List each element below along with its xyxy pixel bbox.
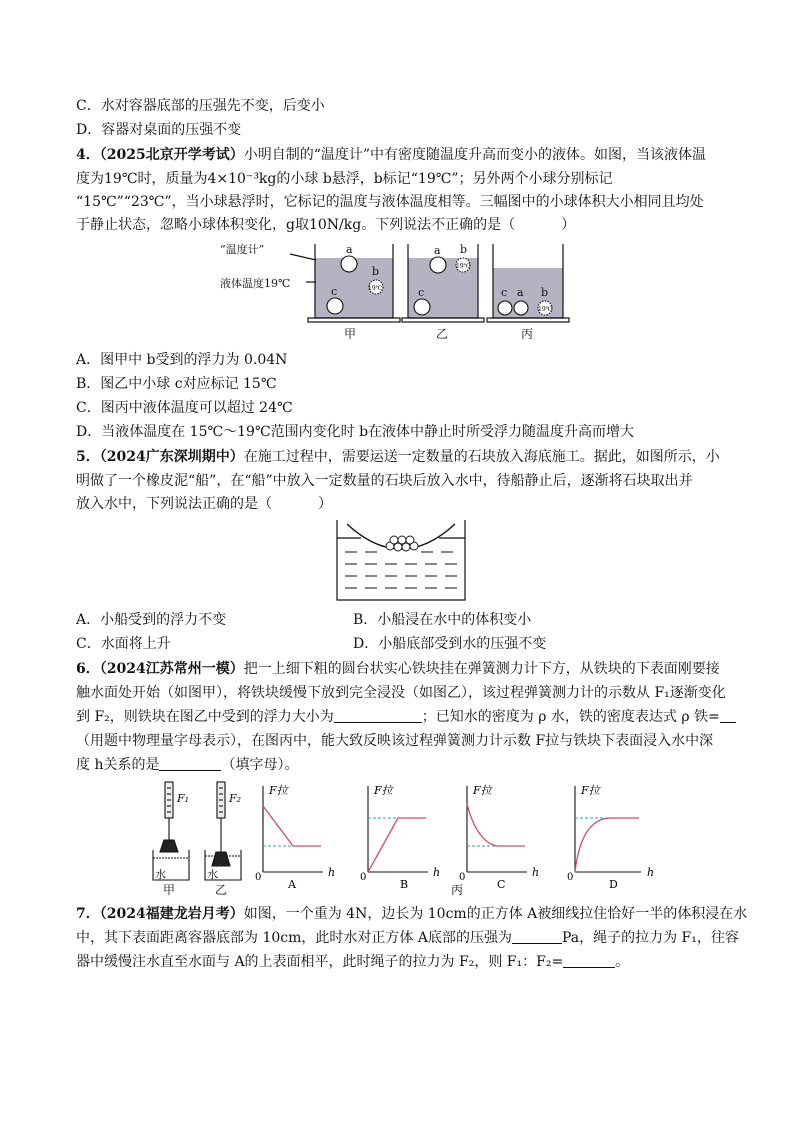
graph-d-origin: 0 (567, 872, 574, 883)
q4-line2: 度为19℃时，质量为4×10⁻³kg的小球 b悬浮，b标记“19℃”；另外两个小球分别标记 (76, 171, 613, 187)
q6-text-1: 把一上细下粗的圆台状实心铁块挂在弹簧测力计下方，从铁块的下表面刚要接 (243, 661, 720, 677)
caption-bing-6: 丙 (451, 883, 464, 896)
graph-d-x-label: h (647, 866, 655, 879)
q5-text-1: 在施工过程中，需要运送一定数量的石块放入海底施工。据此，如图所示，小 (243, 449, 720, 465)
q6-spring-scale-figure (145, 780, 665, 896)
jar3-ball-a-label: a (517, 286, 524, 299)
q3-option-d: D．容器对桌面的压强不变 (76, 122, 242, 138)
q6-number: 6． (76, 661, 100, 677)
graph-a (255, 784, 335, 891)
graph-b-y-label: F拉 (374, 784, 393, 797)
q6-text-3b: ；已知水的密度为 ρ 水，铁的密度表达式 ρ 铁= (421, 709, 720, 725)
q6-line5 (76, 755, 298, 775)
q5-boat-figure (335, 518, 467, 602)
q7-text-3a: 器中缓慢注水直至水面与 A的上表面相平，此时绳子的拉力为 F₂，则 F₁：F₂= (76, 954, 564, 970)
q6-text-5b: （填字母）。 (221, 757, 299, 773)
graph-a-origin: 0 (255, 872, 262, 883)
graph-b-letter: B (400, 878, 409, 891)
q5-option-a: A．小船受到的浮力不变 (76, 612, 227, 628)
ball-b-label: b (372, 265, 380, 278)
jar2-ball-c-label: c (418, 286, 425, 299)
jar3-ball-c-label: c (501, 286, 508, 299)
caption-yi: 乙 (436, 327, 449, 341)
jar3-ball-b-mark: 19℃ (538, 306, 553, 313)
q7-source: （2024福建龙岩月考） (99, 906, 244, 922)
caption-bing: 丙 (521, 327, 534, 341)
q5-source: （2024广东深圳期中） (99, 449, 244, 465)
q5-line2: 明做了一个橡皮泥“船”，在“船”中放入一定数量的石块后放入水中，待船静止后，逐渐将石块取出并 (76, 473, 693, 489)
graph-b-x-label: h (433, 866, 441, 879)
label-water-yi: 水 (207, 868, 218, 881)
q3-option-c: C．水对容器底部的压强先不变，后变小 (76, 98, 325, 114)
jar2-ball-a-label: a (434, 244, 441, 257)
graph-c-x-label: h (532, 866, 540, 879)
graph-b-origin: 0 (360, 872, 367, 883)
q6-blank-density[interactable] (720, 708, 736, 723)
graph-c-origin: 0 (459, 872, 466, 883)
q6-line4: （用题中物理量字母表示），在图丙中，能大致反映该过程弹簧测力计示数 F拉与铁块下表面浸入水中深 (76, 733, 714, 749)
q4-option-d: D．当液体温度在 15℃～19℃范围内变化时 b在液体中静止时所受浮力随温度升高而增大 (76, 424, 635, 440)
q7-number: 7． (76, 906, 100, 922)
q7-blank-ratio[interactable] (563, 953, 615, 968)
label-thermometer: “温度计” (220, 243, 265, 256)
jar3-ball-b-label: b (541, 286, 549, 299)
ball-c-label: c (331, 285, 338, 298)
graph-a-y-label: F拉 (269, 784, 288, 797)
graph-d-letter: D (609, 878, 618, 891)
graph-b (360, 784, 440, 891)
caption-jia: 甲 (344, 327, 357, 341)
caption-yi-6: 乙 (215, 883, 228, 896)
q7-line3 (76, 952, 629, 972)
graph-c (459, 784, 539, 891)
label-liquid-temp: 液体温度19℃ (220, 277, 291, 290)
q6-line1 (76, 659, 720, 679)
q7-text-1: 如图，一个重为 4N，边长为 10cm的正方体 A被细线拉住恰好一半的体积浸在水 (243, 906, 748, 922)
q6-blank-graph[interactable] (159, 756, 221, 771)
q7-text-2b: Pa，绳子的拉力为 F₁，往容 (561, 930, 739, 946)
q4-number: 4． (76, 147, 100, 163)
q4-line1 (76, 145, 706, 165)
ball-b-mark: 19℃ (368, 285, 383, 292)
q4-option-b: B．图乙中小球 c对应标记 15℃ (76, 376, 277, 392)
q7-line2 (76, 928, 739, 948)
ball-a-label: a (346, 243, 353, 256)
q5-option-b: B．小船浸在水中的体积变小 (353, 612, 532, 628)
q4-text-1: 小明自制的“温度计”中有密度随温度升高而变小的液体。如图，当该液体温 (243, 147, 707, 163)
q7-line1 (76, 904, 747, 924)
graph-c-letter: C (497, 878, 506, 891)
stones (386, 536, 418, 551)
graph-c-y-label: F拉 (473, 784, 492, 797)
q6-text-5a: 度 h关系的是 (76, 757, 160, 773)
graph-a-x-label: h (328, 866, 336, 879)
q4-thermometer-figure (220, 238, 580, 342)
q4-option-a: A．图甲中 b受到的浮力为 0.04N (76, 352, 288, 368)
q7-text-3b: 。 (615, 954, 630, 970)
q5-line1 (76, 447, 720, 467)
jar2-ball-b-label: b (460, 243, 468, 256)
q4-line4 (76, 215, 575, 235)
q5-line3 (76, 494, 332, 514)
q4-text-4: 于静止状态，忽略小球体积变化，g取10N/kg。下列说法不正确的是（ (76, 217, 516, 233)
q6-text-3a: 到 F₂，则铁块在图乙中受到的浮力大小为 (76, 709, 334, 725)
graph-d-y-label: F拉 (581, 784, 600, 797)
q5-number: 5． (76, 449, 100, 465)
label-f1: F₁ (177, 792, 190, 805)
caption-jia-6: 甲 (163, 883, 176, 896)
q4-paren-close: ） (561, 217, 576, 233)
q4-line3: “15℃”“23℃”，当小球悬浮时，它标记的温度与液体温度相等。三幅图中的小球体积大小相同且均处 (76, 194, 704, 210)
q6-source: （2024江苏常州一模） (99, 661, 244, 677)
q5-text-3: 放入水中，下列说法正确的是（ (76, 496, 272, 512)
jar2-ball-b-mark: 19℃ (456, 263, 471, 270)
q4-option-c: C．图丙中液体温度可以超过 24℃ (76, 400, 293, 416)
q4-source: （2025北京开学考试） (99, 147, 244, 163)
q5-option-d: D．小船底部受到水的压强不变 (353, 636, 547, 652)
q5-option-c: C．水面将上升 (76, 636, 171, 652)
q5-paren-close: ） (318, 496, 332, 512)
q6-blank-buoyancy[interactable] (334, 708, 422, 723)
q7-blank-pressure[interactable] (512, 929, 562, 944)
graph-a-letter: A (288, 878, 296, 891)
q7-text-2a: 中，其下表面距离容器底部为 10cm，此时水对正方体 A底部的压强为 (76, 930, 512, 946)
q6-line3 (76, 707, 736, 727)
q6-line2: 触水面处开始（如图甲），将铁块缓慢下放到完全浸没（如图乙），该过程弹簧测力计的示数从 F₁逐渐变化 (76, 685, 726, 701)
label-water-jia: 水 (155, 868, 166, 881)
label-f2: F₂ (229, 792, 242, 805)
graph-d (567, 784, 654, 891)
